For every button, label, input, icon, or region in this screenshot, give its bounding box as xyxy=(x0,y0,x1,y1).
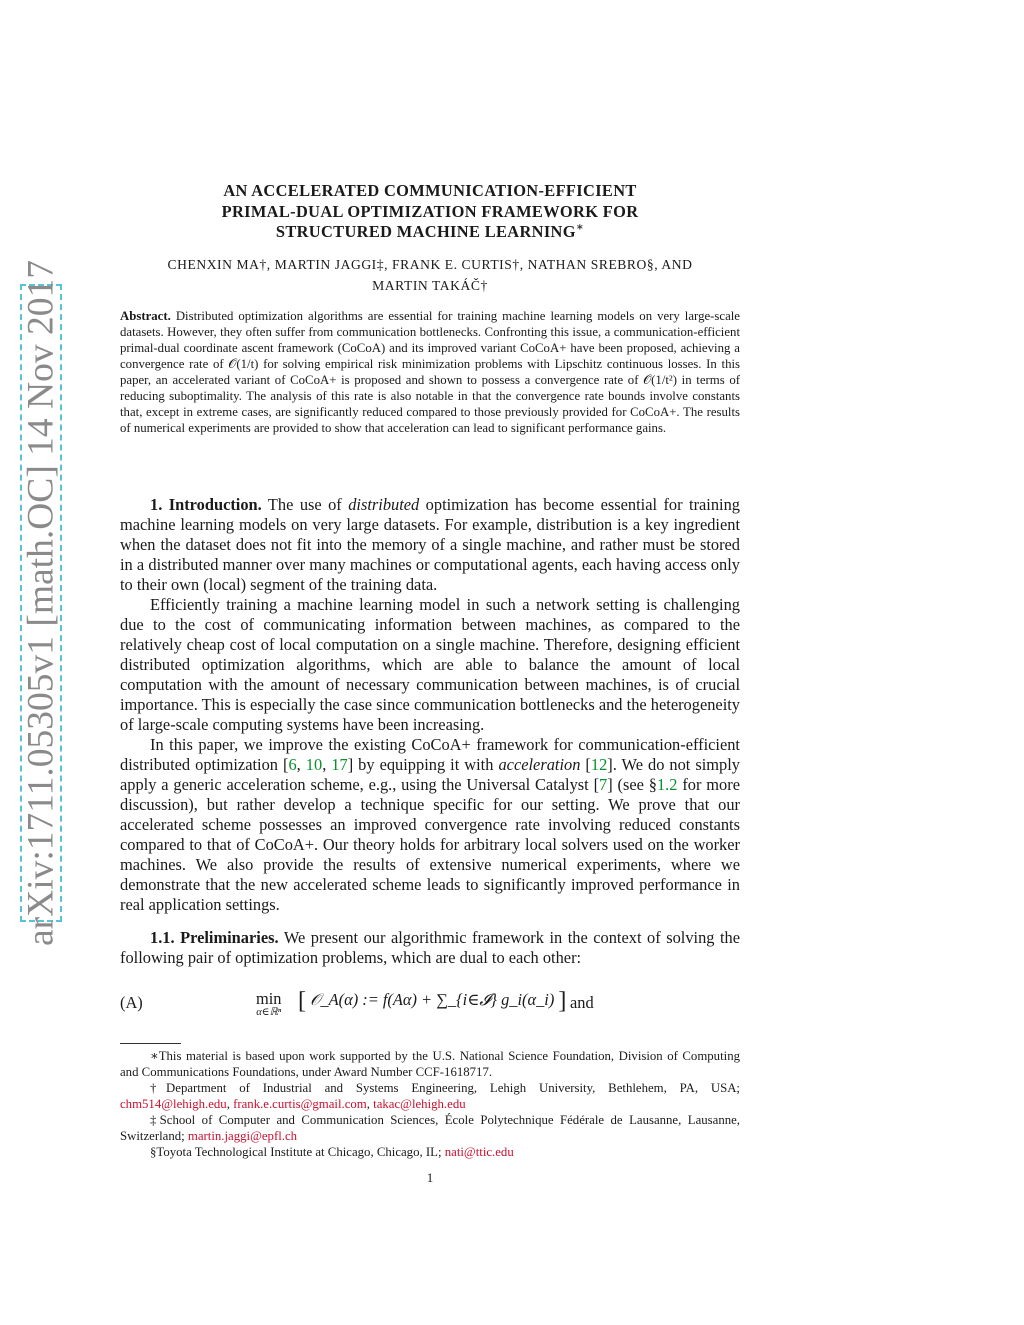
citation-link-10[interactable]: 10 xyxy=(305,755,323,774)
footnote-funding: ∗This material is based upon work supported by the U.S. National Science Foundation, Division of Computing and Communications Foundations, under Award Number CCF-1618717. xyxy=(120,1049,740,1079)
citation-link-17[interactable]: 17 xyxy=(331,755,348,774)
email-link-srebro[interactable]: nati@ttic.edu xyxy=(444,1145,514,1159)
section-heading-introduction: 1. Introduction. xyxy=(150,495,262,514)
footnotes xyxy=(120,1048,740,1160)
abstract-label: Abstract. xyxy=(120,309,171,323)
intro-paragraph-3: In this paper, we improve the existing CoCoA+ framework for communication-efficient distributed optimization [6, 10, 17] by equipping it with acceleration [12]. We do not simply apply a generic acceleration scheme, e.g., using the Universal Catalyst [7] (see §1.2 for more discussion), but rather develop a technique specific for our setting. We prove that our accelerated scheme possesses an improved convergence rate involving reduced constants compared to that of CoCoA+. Our theory holds for arbitrary local solvers used on the worker machines. We also provide the results of extensive numerical experiments, where we demonstrate that the new accelerated scheme leads to significantly improved performance in real application settings. xyxy=(120,735,740,914)
citation-link-12[interactable]: 12 xyxy=(590,755,608,774)
citation-link-6[interactable]: 6 xyxy=(288,755,297,774)
intro-paragraph-2: Efficiently training a machine learning model in such a network setting is challenging due to the cost of communicating information between machines, as compared to the relatively cheap cost of local computation on a single machine. Therefore, designing efficient distributed optimization algorithms, which are able to balance the amount of local computation with the amount of necessary communication between machines, is of crucial importance. This is especially the case since communication bottlenecks and the heterogeneity of large-scale computing systems have been increasing. xyxy=(120,595,740,734)
footnote-lehigh: †Department of Industrial and Systems Engineering, Lehigh University, Bethlehem, PA, USA; chm514@lehigh.edu, frank.e.curtis@gmail.com, takac@lehigh.edu xyxy=(120,1081,740,1111)
intro-paragraph-1: 1. Introduction. The use of distributed optimization has become essential for training machine learning models on very large datasets. For example, distribution is a key ingredient when the dataset does not fit into the memory of a single machine, and rather must be stored in a distributed manner over many machines or computational agents, each having access only to their own (local) segment of the training data. xyxy=(120,495,740,594)
title-line-3: STRUCTURED MACHINE LEARNING∗ xyxy=(275,221,585,242)
author-list xyxy=(120,254,740,296)
arxiv-id: arXiv:1711.05305v1 [math.OC] 14 Nov 2017 xyxy=(20,259,62,947)
abstract-text: Distributed optimization algorithms are essential for training machine learning models on very large-scale datasets. However, they often suffer from communication bottlenecks. Confronting this issue, a communication-efficient primal-dual coordinate ascent framework (CoCoA) and its improved variant CoCoA+ have been proposed, achieving a convergence rate of 𝒪(1/t) for solving empirical risk minimization problems with Lipschitz continuous losses. In this paper, an accelerated variant of CoCoA+ is proposed and shown to possess a convergence rate of 𝒪(1/t²) in terms of reducing suboptimality. The analysis of this rate is also notable in that the convergence rate bounds involve constants that, except in extreme cases, are significantly reduced compared to those previously provided for CoCoA+. The results of numerical experiments are provided to show that acceleration can lead to significant performance gains. xyxy=(120,309,740,435)
citation-link-7[interactable]: 7 xyxy=(599,775,608,794)
equation-A xyxy=(120,988,740,1028)
email-link-jaggi[interactable]: martin.jaggi@epfl.ch xyxy=(187,1129,298,1143)
equation-label: (A) xyxy=(120,993,143,1012)
title-line-1: AN ACCELERATED COMMUNICATION-EFFICIENT xyxy=(223,181,637,200)
footnote-divider xyxy=(120,1043,181,1044)
title-line-2: PRIMAL-DUAL OPTIMIZATION FRAMEWORK FOR xyxy=(221,201,639,221)
email-link-ma[interactable]: chm514@lehigh.edu xyxy=(120,1097,227,1111)
authors-line-1: CHENXIN MA†, MARTIN JAGGI‡, FRANK E. CURTIS†, NATHAN SREBRO§, AND xyxy=(167,257,693,272)
section-heading-preliminaries: 1.1. Preliminaries. xyxy=(150,928,279,947)
equation-body: [ 𝒪_A(α) := f(Aα) + ∑_{i∈𝓘} g_i(α_i) ] xyxy=(298,988,567,1014)
arxiv-watermark xyxy=(20,259,62,947)
equation-connector: and xyxy=(570,993,594,1012)
abstract xyxy=(120,309,740,437)
preliminaries-section xyxy=(120,928,740,968)
preliminaries-paragraph: 1.1. Preliminaries. We present our algorithmic framework in the context of solving the following pair of optimization problems, which are dual to each other: xyxy=(120,928,741,967)
footnote-epfl: ‡School of Computer and Communication Sciences, École Polytechnique Fédérale de Lausanne, Lausanne, Switzerland; martin.jaggi@epfl.ch xyxy=(120,1113,740,1143)
equation-min-operator: min α∈ℝⁿ xyxy=(256,989,282,1018)
title-footnote-marker[interactable]: ∗ xyxy=(575,221,585,234)
page-number: 1 xyxy=(426,1170,434,1185)
emphasis-distributed: distributed xyxy=(348,495,420,514)
footnote-ttic: §Toyota Technological Institute at Chicago, Chicago, IL; nati@ttic.edu xyxy=(150,1145,514,1159)
authors-line-2: MARTIN TAKÁČ† xyxy=(372,278,488,293)
section-link-1-2[interactable]: 1.2 xyxy=(656,775,678,794)
equation-min-subscript: α∈ℝⁿ xyxy=(256,1007,282,1018)
introduction-section xyxy=(120,495,740,915)
emphasis-acceleration: acceleration xyxy=(498,755,581,774)
paper-title xyxy=(120,181,740,243)
email-link-takac[interactable]: takac@lehigh.edu xyxy=(373,1097,466,1111)
email-link-curtis[interactable]: frank.e.curtis@gmail.com xyxy=(233,1097,367,1111)
